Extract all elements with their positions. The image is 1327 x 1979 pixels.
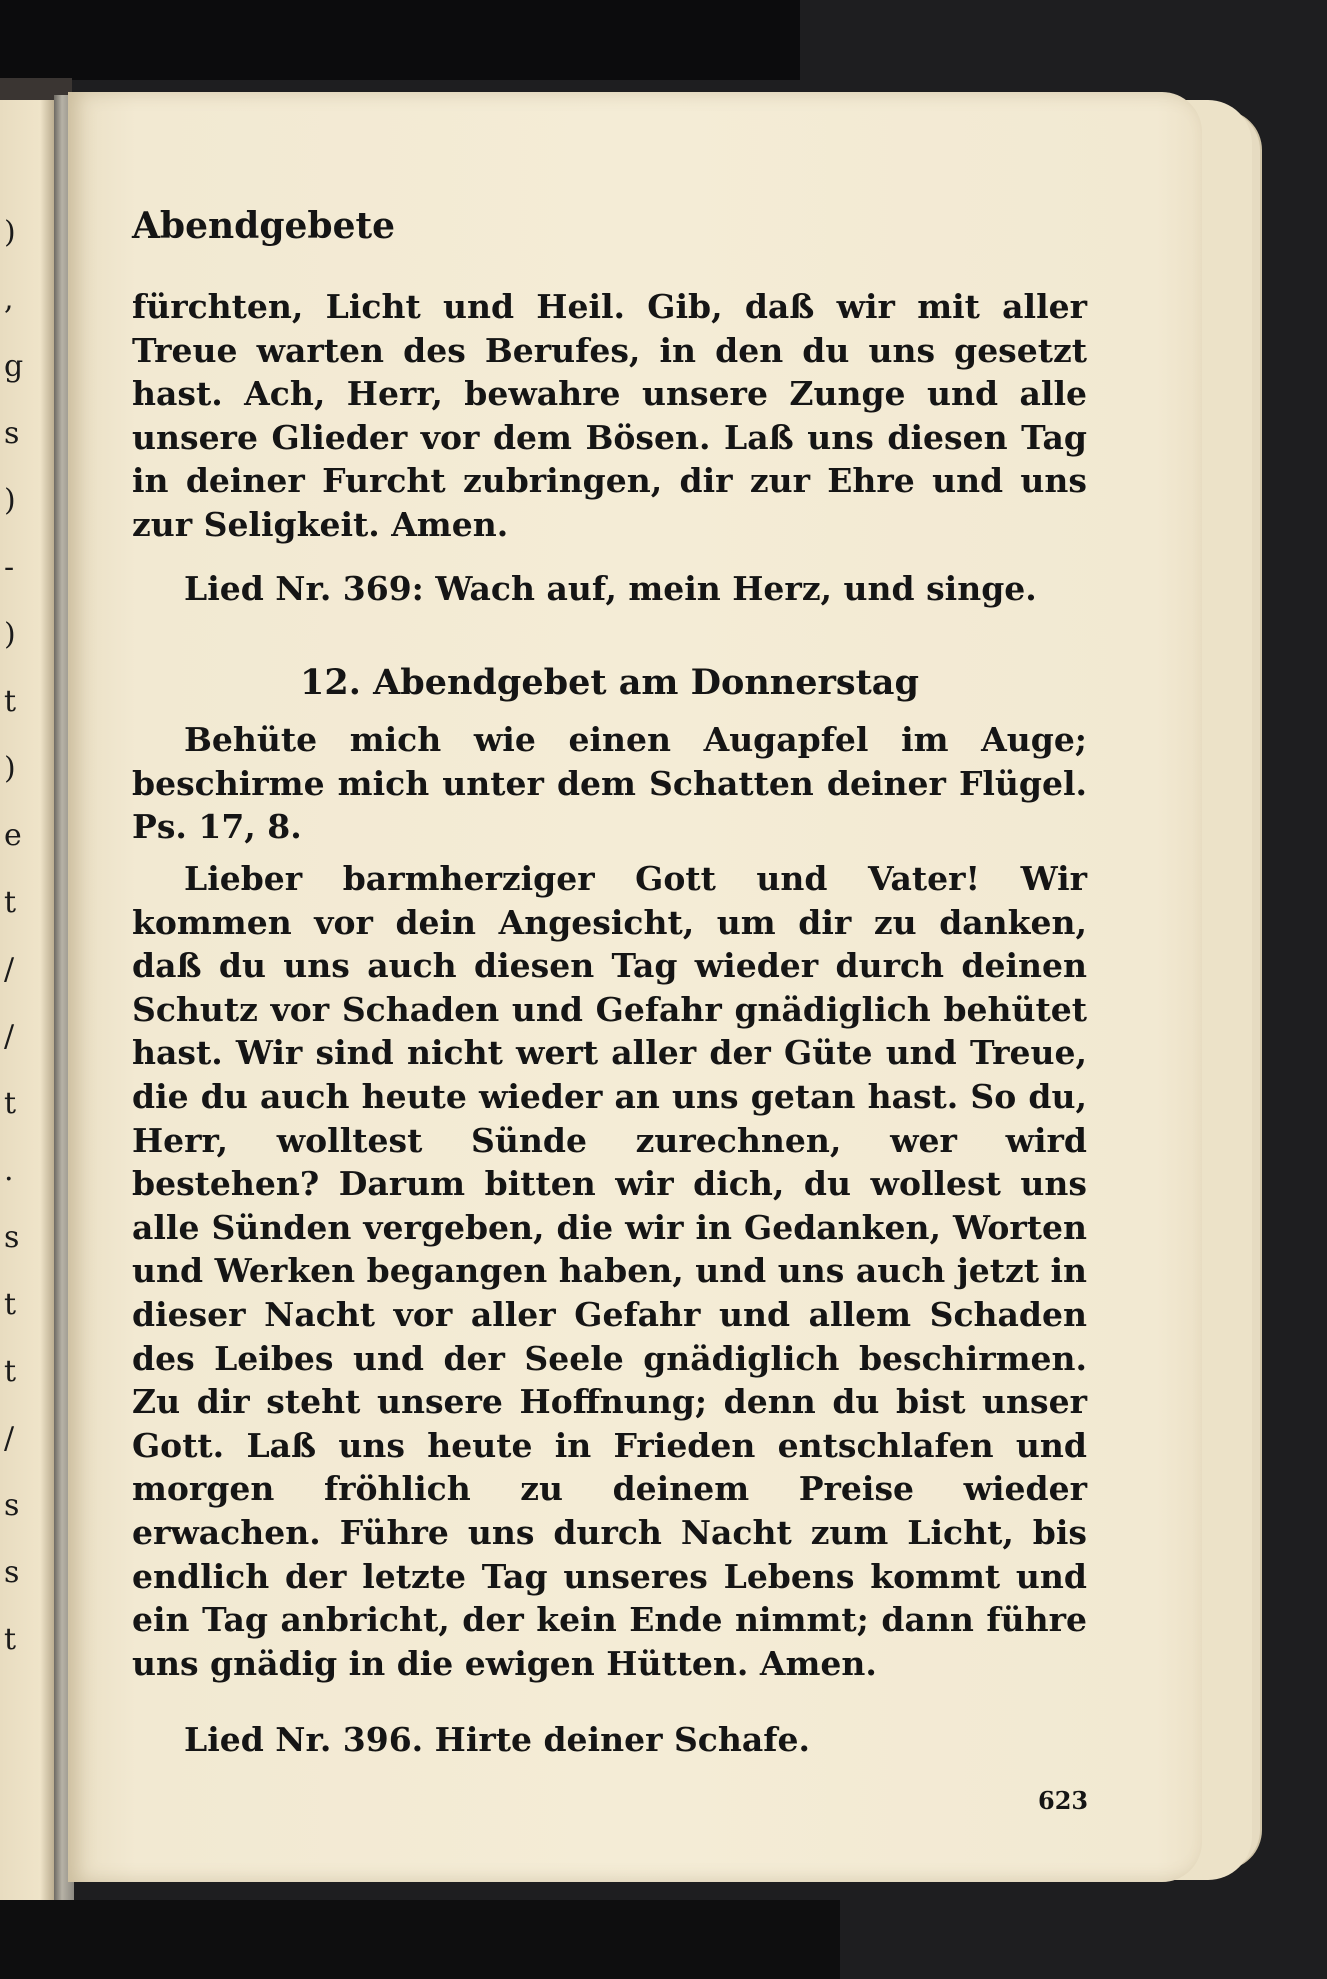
left-margin-glyph: s xyxy=(4,1555,20,1590)
left-margin-glyph: ) xyxy=(4,617,16,652)
left-margin-glyph: / xyxy=(4,952,15,987)
left-margin-glyph: . xyxy=(4,1153,14,1188)
running-head: Abendgebete xyxy=(132,205,396,247)
left-margin-glyph: s xyxy=(4,416,20,451)
prayer-paragraph xyxy=(132,857,1087,1685)
left-margin-glyph: / xyxy=(4,1019,15,1054)
left-margin-glyph: ) xyxy=(4,483,16,518)
paragraph-text: fürchten, Licht und Heil. Gib, daß wir mit aller Treue warten des Berufes, in den du uns gesetzt hast. Ach, Herr, bewahre unsere Zunge und alle unsere Glieder vor dem Bösen. Laß uns diesen Tag in deiner Furcht zubringen, dir zur Ehre und uns zur Seligkeit. Amen. xyxy=(132,287,1087,544)
page-number: 623 xyxy=(1038,1786,1089,1815)
hymn-text: Lied Nr. 369: Wach auf, mein Herz, und singe. xyxy=(184,569,1037,608)
left-margin-glyph: , xyxy=(4,282,14,317)
hymn-text-2: Lied Nr. 396. Hirte deiner Schafe. xyxy=(184,1720,810,1759)
left-margin-glyph: t xyxy=(4,1354,17,1389)
paragraph-continuation xyxy=(132,285,1087,547)
prayer-text: Lieber barmherziger Gott und Vater! Wir kommen vor dein Angesicht, um dir zu danken, daß du uns auch diesen Tag wieder durch deinen Schutz vor Schaden und Gefahr gnädiglich behütet hast. Wir sind nicht wert aller der Güte und Treue, die du auch heute wieder an uns getan hast. So du, Herr, wolltest Sünde zurechnen, wer wird bestehen? Darum bitten wir dich, du wollest uns alle Sünden vergeben, die wir in Gedanken, Worten und Werken begangen haben, und uns auch jetzt in dieser Nacht vor aller Gefahr und allem Schaden des Leibes und der Seele gnädiglich beschirmen. Zu dir steht unsere Hoffnung; denn du bist unser Gott. Laß uns heute in Frieden entschlafen und morgen fröhlich zu deinem Preise wieder erwachen. Führe uns durch Nacht zum Licht, bis endlich der letzte Tag unseres Lebens kommt und ein Tag anbricht, der kein Ende nimmt; dann führe uns gnädig in die ewigen Hütten. Amen. xyxy=(132,859,1087,1683)
left-margin-glyph: e xyxy=(4,818,22,853)
section-title: 12. Abendgebet am Donnerstag xyxy=(300,662,919,703)
left-margin-glyph: t xyxy=(4,1086,17,1121)
background-top xyxy=(0,0,800,80)
bible-verse xyxy=(132,718,1087,849)
left-margin-glyph: t xyxy=(4,1287,17,1322)
left-margin-glyph: - xyxy=(4,550,15,585)
hymn-reference-2 xyxy=(132,1718,1087,1762)
left-margin-glyph: g xyxy=(4,349,24,384)
hymn-reference-1 xyxy=(132,567,1087,611)
background-bottom xyxy=(0,1900,840,1979)
verse-text: Behüte mich wie einen Augapfel im Auge; beschirme mich unter dem Schatten deiner Flügel. Ps. 17, 8. xyxy=(132,720,1087,847)
left-margin-glyph: ) xyxy=(4,751,16,786)
left-margin-glyph: s xyxy=(4,1220,20,1255)
left-margin-glyph: s xyxy=(4,1488,20,1523)
left-margin-glyph: t xyxy=(4,885,17,920)
left-margin-glyph: t xyxy=(4,1622,17,1657)
left-margin-glyph: t xyxy=(4,684,17,719)
left-margin-glyph: / xyxy=(4,1421,15,1456)
left-margin-glyph: ) xyxy=(4,215,16,250)
